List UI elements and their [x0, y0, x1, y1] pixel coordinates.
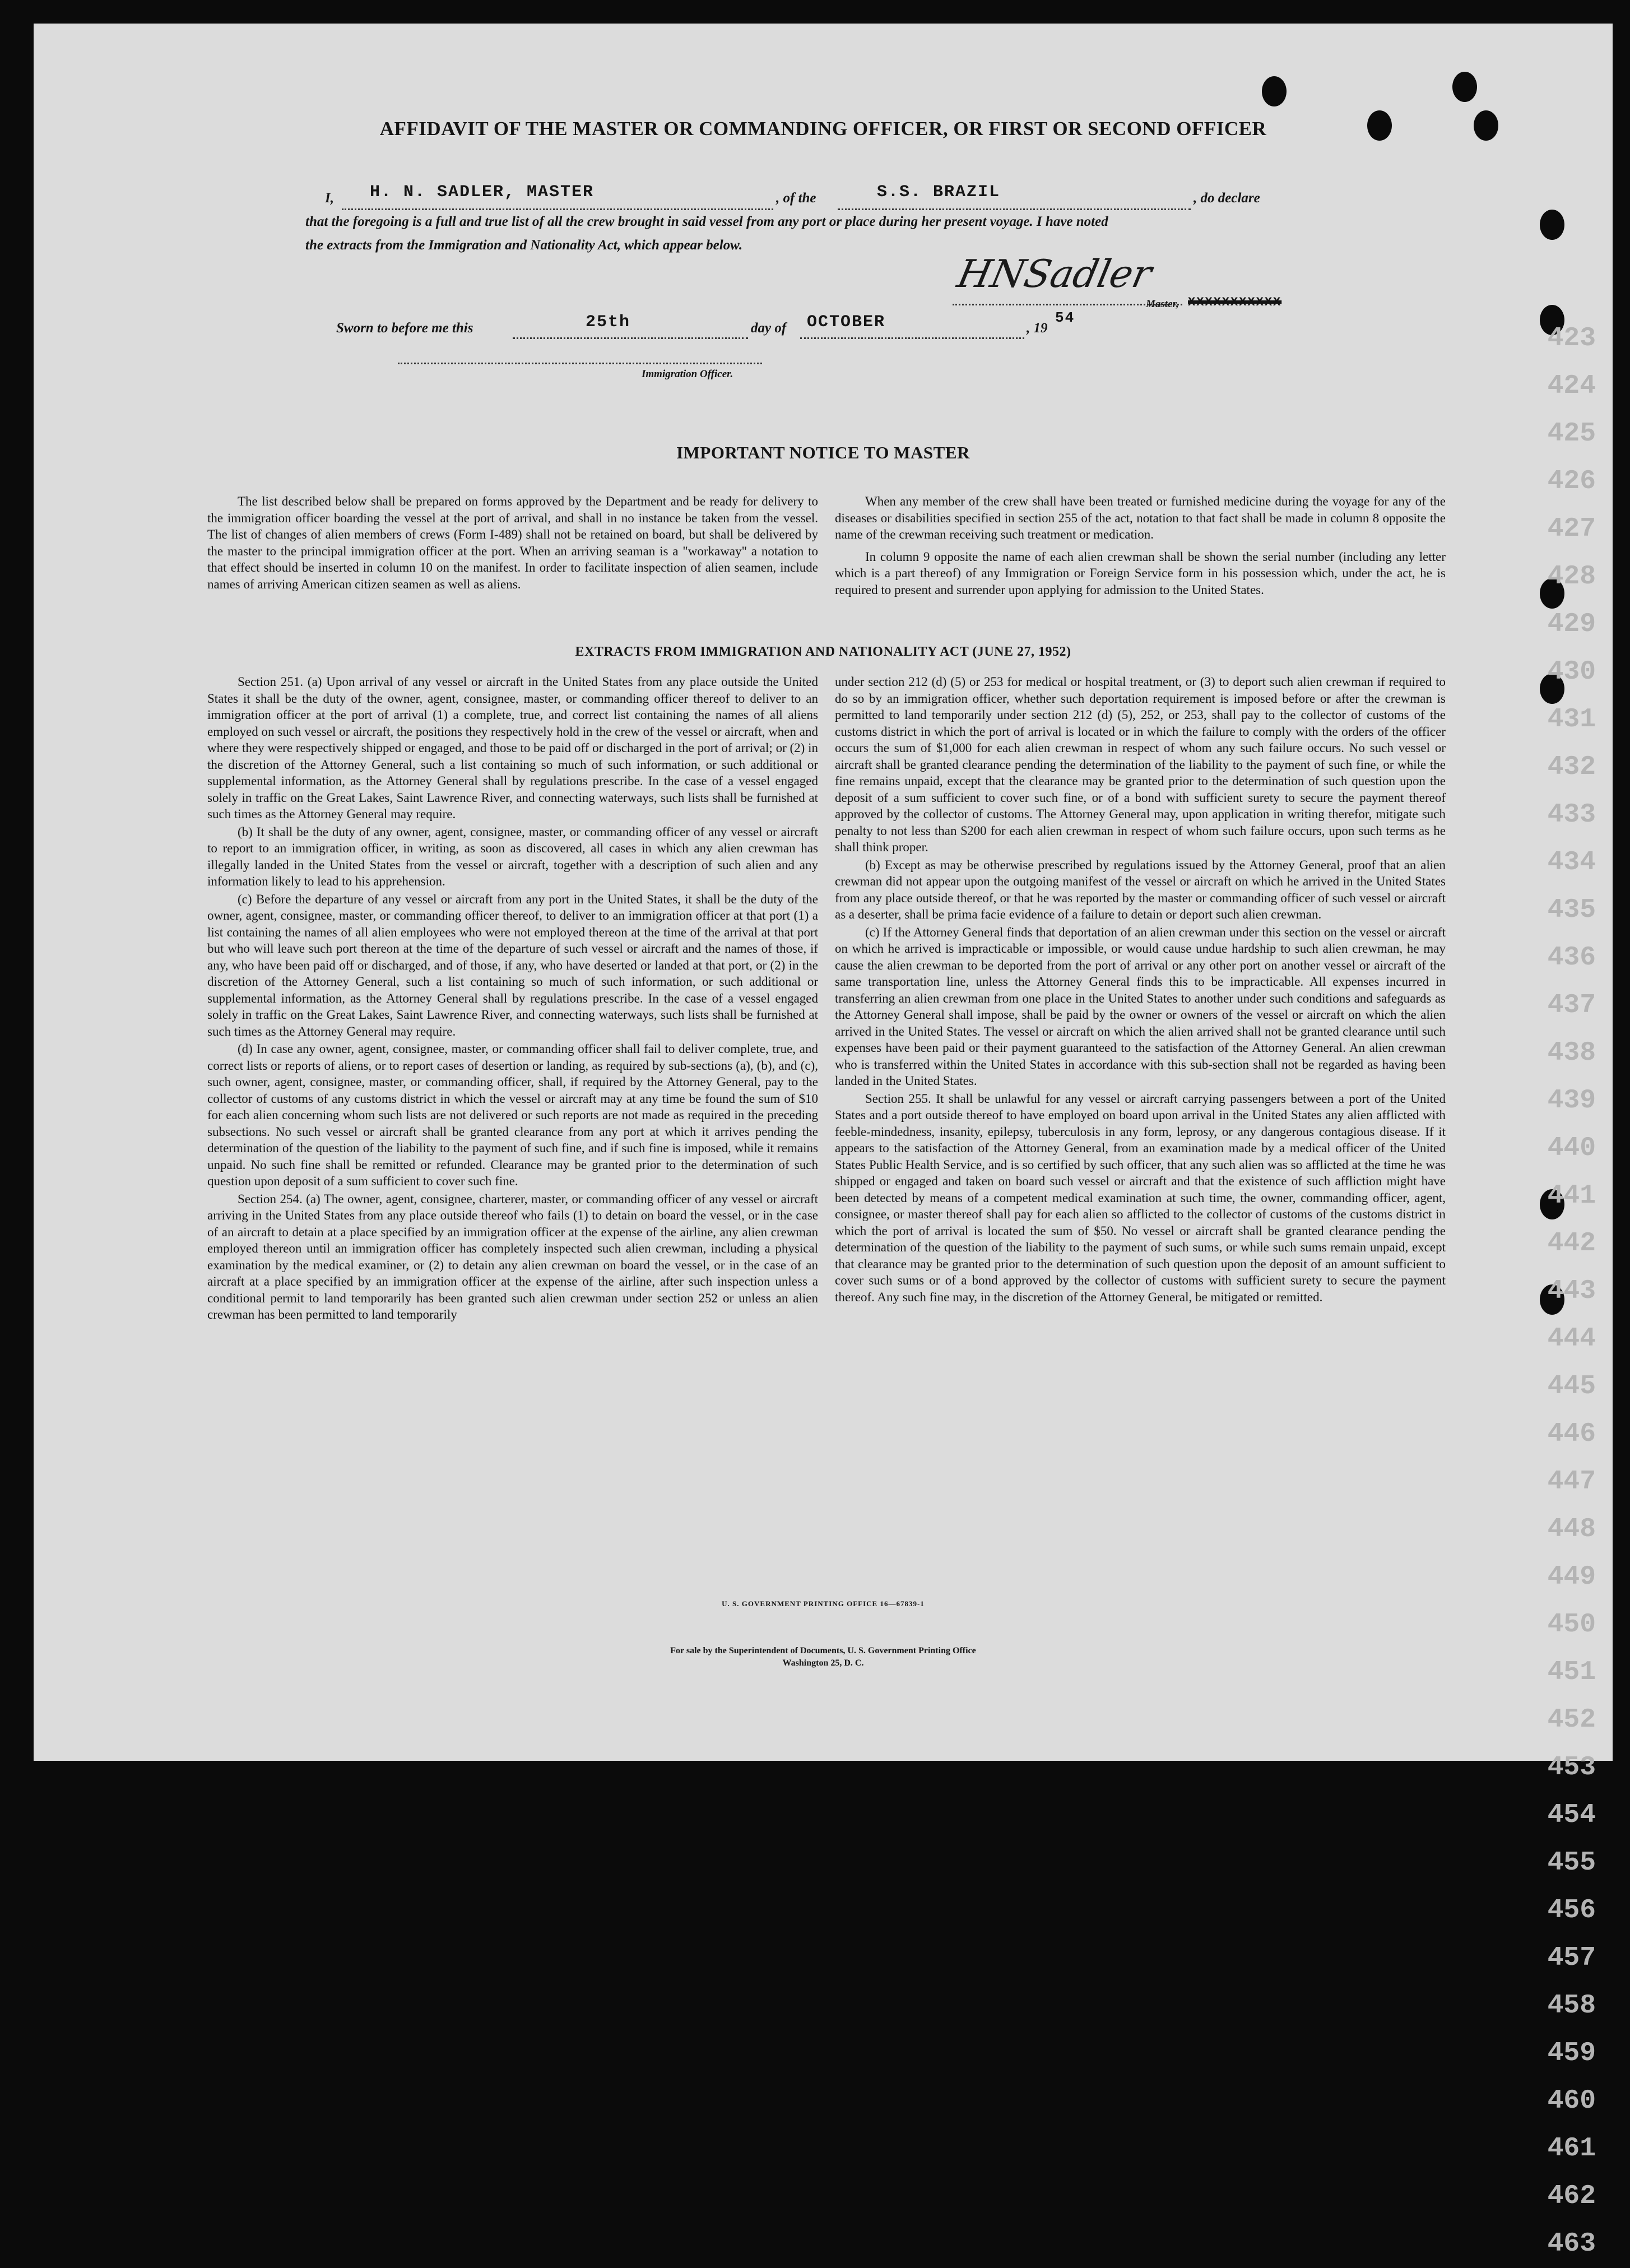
ghost-number: 438: [1547, 1038, 1596, 1068]
extract-left-paragraph: (b) It shall be the duty of any owner, agent, consignee, master, or commanding officer of any vessel or aircraft to report to an immigration officer, in writing, as soon as discovered, all cases in which any alien crewman has illegally landed in the United States from the vessel or aircraft, together with a description of such alien and any information likely to lead to his apprehension.: [207, 824, 818, 888]
notice-title: IMPORTANT NOTICE TO MASTER: [676, 443, 970, 462]
ghost-number: 459: [1547, 2038, 1596, 2068]
ghost-number: 452: [1547, 1705, 1596, 1735]
ghost-number: 428: [1547, 562, 1596, 592]
punch-hole: [1452, 72, 1477, 102]
affidavit-title: AFFIDAVIT OF THE MASTER OR COMMANDING OFFICER, OR FIRST OR SECOND OFFICER: [379, 118, 1267, 140]
ghost-number: 434: [1547, 847, 1596, 878]
extract-left-paragraph: (c) Before the departure of any vessel or aircraft from any port in the United States, it shall be the duty of the owner, agent, consignee, master, or commanding officer thereof, to deliver to an immigration officer at that port (1) a list containing the names of all alien employees who were not employed thereon at the time of the arrival at that port but who will leave such port thereon at the time of the departure of such vessel or aircraft and the names of those, if any, who have been paid off or discharged, and of those, if any, who have deserted or landed at that port, or (2) in the discretion of the Attorney General, such a list containing so much of such information, or such additional or supplemental information, as the Attorney General shall by regulations prescribe. In the case of a vessel engaged solely in traffic on the Great Lakes, Saint Lawrence River, and connecting waterways, such lists shall be furnished at such times as the Attorney General may require.: [207, 892, 818, 1038]
ghost-number: 437: [1547, 990, 1596, 1021]
ghost-number: 450: [1547, 1610, 1596, 1640]
extracts-left-column: [207, 674, 818, 1587]
ghost-number: 455: [1547, 1848, 1596, 1878]
sworn-month-line: [800, 337, 1024, 339]
extract-left-paragraph: Section 254. (a) The owner, agent, consignee, charterer, master, or commanding officer of any vessel or aircraft arriving in the United States from any place outside thereof who fails (1) to detain on board the vessel, or in the case of an aircraft to detain at a place specified by an immigration officer at the expense of the airline, any alien crewman employed thereon until an immigration officer has completely inspected such alien crewman, including a physical examination by the medical examiner, or (2) to detain any alien crewman on board the vessel, or in the case of an aircraft at a place specified by an immigration officer at the expense of the airline, after such inspection unless a conditional permit to land temporarily has been granted such alien crewman under section 252 or unless an alien crewman has been permitted to land temporarily: [207, 1191, 818, 1321]
vessel-name[interactable]: S.S. BRAZIL: [877, 183, 1001, 202]
ghost-number: 461: [1547, 2134, 1596, 2164]
punch-hole: [1262, 76, 1287, 106]
immigration-officer-line: [398, 363, 762, 364]
ghost-number: 463: [1547, 2229, 1596, 2259]
master-signature: HNSadler: [953, 252, 1156, 296]
ghost-number: 448: [1547, 1514, 1596, 1545]
ghost-number: 454: [1547, 1800, 1596, 1830]
ghost-number: 449: [1547, 1562, 1596, 1592]
extracts-right-column: [835, 674, 1446, 1587]
sworn-day[interactable]: 25th: [586, 313, 631, 332]
ghost-number: 458: [1547, 1991, 1596, 2021]
declaration-line-1: that the foregoing is a full and true list of all the crew brought in said vessel from any port or place during her present voyage. I have noted: [305, 214, 1108, 229]
sworn-day-line: [513, 337, 748, 339]
ghost-number: 430: [1547, 657, 1596, 687]
ghost-number: 426: [1547, 466, 1596, 497]
ghost-number: 440: [1547, 1133, 1596, 1163]
ghost-number: 432: [1547, 752, 1596, 782]
ghost-number: 445: [1547, 1371, 1596, 1402]
ghost-number: 462: [1547, 2181, 1596, 2211]
extract-right-paragraph: Section 255. It shall be unlawful for any vessel or aircraft carrying passengers between a port of the United States and a port outside thereof to have employed on board upon arrival in the United States any alien afflicted with feeble-mindedness, insanity, epilepsy, tuberculosis in any form, leprosy, or any dangerous contagious disease. If it appears to the satisfaction of the Attorney General, from an examination made by a medical officer of the United States Public Health Service, and is so certified by such officer, that any such alien was so afflicted at the time he was shipped or engaged and taken on board such vessel or aircraft and that the existence of such affliction might have been detected by means of a competent medical examination at such time, the owner, commanding officer, agent, consignee, or master thereof shall pay for each alien so afflicted to the collector of customs of the customs district in which the port of arrival is located the sum of $50. No vessel or aircraft shall be granted clearance pending the determination of the question of the liability to the payment of such sums, or while such sums remain unpaid, except that clearance may be granted prior to the determination of such question upon the deposit of an amount sufficient to cover such sums or of a bond approved by the collector of customs with sufficient surety to secure the payment thereof. Any such fine may, in the discretion of the Attorney General, be mitigated or remitted.: [835, 1091, 1446, 1304]
notice-left-paragraph: The list described below shall be prepared on forms approved by the Department and be ready for delivery to the immigration officer boarding the vessel at the port of arrival, and shall in no instance be taken from the vessel. The list of changes of alien members of crews (Form I-489) shall not be retained on board, but shall be delivered by the master to the principal immigration officer at the port. When an arriving seaman is a "workaway" a notation to that effect should be inserted in column 10 on the manifest. In order to facilitate inspection of alien seamen, include names of arriving American citizen seamen as well as aliens.: [207, 494, 818, 591]
vessel-line: [838, 208, 1191, 210]
day-of-label: day of: [751, 321, 787, 336]
extracts-title: EXTRACTS FROM IMMIGRATION AND NATIONALITY ACT (JUNE 27, 1952): [575, 644, 1071, 659]
printing-office-imprint: U. S. GOVERNMENT PRINTING OFFICE 16—67839-1: [722, 1599, 925, 1608]
of-the-label: , of the: [776, 191, 816, 206]
notice-right-paragraph-2: In column 9 opposite the name of each alien crewman shall be shown the serial number (including any letter which is a part thereof) of any Immigration or Foreign Service form in his possession which, under the act, he is required to present and surrender upon applying for admission to the United States.: [835, 549, 1446, 597]
year-prefix: , 19: [1027, 321, 1048, 336]
ghost-number: 443: [1547, 1276, 1596, 1306]
immigration-officer-label: Immigration Officer.: [642, 368, 733, 380]
ghost-number: 457: [1547, 1943, 1596, 1973]
notice-right-paragraph-1: When any member of the crew shall have been treated or furnished medicine during the voyage for any of the diseases or disabilities specified in section 255 of the act, notation to that fact shall be made in column 8 opposite the name of the crewman receiving such treatment or medication.: [835, 494, 1446, 541]
ghost-number: 442: [1547, 1228, 1596, 1259]
punch-hole: [1540, 210, 1564, 240]
ghost-number: 431: [1547, 704, 1596, 735]
master-label: Master,: [1146, 298, 1179, 310]
master-name[interactable]: H. N. SADLER, MASTER: [370, 183, 595, 202]
ghost-number: 460: [1547, 2086, 1596, 2116]
extract-right-paragraph: (c) If the Attorney General finds that deportation of an alien crewman under this section on the vessel or aircraft on which he arrived is impracticable or impossible, or would cause undue hardship to such alien crewman, he may cause the alien crewman to be deported from the port of arrival or any other port on another vessel or aircraft of the same transportation line, unless the Attorney General finds this to be impracticable. All expenses incurred in transferring an alien crewman from one place in the United States to another under such conditions and safeguards as the Attorney General shall impose, shall be paid by the owner or owners of the vessel or aircraft on which the alien arrived in the United States. The vessel or aircraft on which the alien arrived shall not be granted clearance until such expenses have been paid or their payment guaranteed to the satisfaction of the Attorney General. An alien crewman who is transferred within the United States in accordance with this sub-section shall not be regarded as having been landed in the United States.: [835, 925, 1446, 1088]
struck-title: XXXXXXXXXXX: [1188, 295, 1282, 309]
ghost-number: 453: [1547, 1752, 1596, 1783]
ghost-number: 433: [1547, 800, 1596, 830]
ghost-number: 447: [1547, 1467, 1596, 1497]
extract-right-paragraph: under section 212 (d) (5) or 253 for medical or hospital treatment, or (3) to deport such alien crewman if required to do so by an immigration officer, whether such deportation requirement is imposed before or after the crewman is permitted to land temporarily under section 212 (d) (5), 252, or 253, shall pay to the collector of customs of the customs district in which the port of arrival is located or in which the failure to comply with the orders of the officer occurs the sum of $1,000 for each alien crewman in respect of whom any such failure occurs. No such vessel or aircraft shall be granted clearance pending the determination of the liability to the payment of such fine, or while the fine remains unpaid, except that the clearance may be granted prior to the determination of such question upon the deposit of a sum sufficient to cover such fine, or of a bond with sufficient surety to secure the payment thereof approved by the collector of customs. The Attorney General may, upon application in writing therefor, mitigate such penalty to not less than $200 for each alien crewman in respect of whom such failure occurs, upon such terms as he shall think proper.: [835, 675, 1446, 854]
extract-left-paragraph: Section 251. (a) Upon arrival of any vessel or aircraft in the United States from any place outside the United States it shall be the duty of the owner, agent, consignee, master, or commanding officer thereof to deliver to an immigration officer at the port of arrival (1) a complete, true, and correct list containing the names of all aliens employed on such vessel or aircraft, the positions they respectively hold in the crew of the vessel or aircraft, when and where they were respectively shipped or engaged, and those to be paid off or discharged in the port of arrival; or (2) in the discretion of the Attorney General, such a list containing so much of such information, or such additional or supplemental information, as the Attorney General shall by regulations prescribe. In the case of a vessel engaged solely in traffic on the Great Lakes, Saint Lawrence River, and connecting waterways, such lists shall be furnished at such times as the Attorney General may require.: [207, 675, 818, 821]
ghost-margin-numbers: [1529, 315, 1596, 2268]
ghost-number: 439: [1547, 1086, 1596, 1116]
ghost-number: 425: [1547, 419, 1596, 449]
form-page: [34, 24, 1613, 2259]
extract-left-paragraph: (d) In case any owner, agent, consignee, master, or commanding officer shall fail to deliver complete, true, and correct lists or reports of aliens, or to report cases of desertion or landing, as required by sub-sections (a), (b), and (c), such owner, agent, consignee, master, or commanding officer, shall, if required by the Attorney General, pay to the collector of customs of any customs district in which the vessel or aircraft may at any time be found the sum of $10 for each alien concerning whom such lists are not delivered or such reports are not made as required in the preceding subsections. No such vessel or aircraft shall be granted clearance from any port at which it arrives pending the determination of the question of the liability to the payment of such fine, and if such fine is imposed, while it remains unpaid. No such fine shall be remitted or refunded. Clearance may be granted prior to the determination of such question upon deposit of a sum sufficient to cover such fine.: [207, 1042, 818, 1188]
extract-right-paragraph: (b) Except as may be otherwise prescribed by regulations issued by the Attorney General, proof that an alien crewman did not appear upon the outgoing manifest of the vessel or aircraft on which he arrived in the United States from any place outside thereof, or that he was reported by the master or commanding officer of such vessel or aircraft as a deserter, shall be prima facie evidence of a failure to detain or deport such alien crewman.: [835, 857, 1446, 921]
ghost-number: 424: [1547, 371, 1596, 401]
declaration-line-2: the extracts from the Immigration and Nationality Act, which appear below.: [305, 238, 743, 253]
declare-label: , do declare: [1194, 191, 1260, 206]
ghost-number: 441: [1547, 1181, 1596, 1211]
year-suffix[interactable]: 54: [1055, 309, 1075, 326]
ghost-number: 423: [1547, 323, 1596, 354]
ghost-number: 436: [1547, 943, 1596, 973]
notice-left-column: [207, 493, 818, 593]
notice-right-column: [835, 493, 1446, 599]
ghost-number: 446: [1547, 1419, 1596, 1449]
ghost-number: 456: [1547, 1895, 1596, 1926]
ghost-number: 427: [1547, 514, 1596, 544]
ghost-number: 451: [1547, 1657, 1596, 1687]
master-name-line: [342, 208, 773, 210]
sale-line-2: Washington 25, D. C.: [782, 1658, 864, 1668]
i-label: I,: [325, 191, 334, 206]
sworn-label: Sworn to before me this: [336, 321, 473, 336]
sale-line-1: For sale by the Superintendent of Documents, U. S. Government Printing Office: [670, 1646, 976, 1655]
ghost-number: 429: [1547, 609, 1596, 639]
ghost-number: 444: [1547, 1324, 1596, 1354]
ghost-number: 435: [1547, 895, 1596, 925]
sworn-month[interactable]: OCTOBER: [807, 313, 886, 332]
